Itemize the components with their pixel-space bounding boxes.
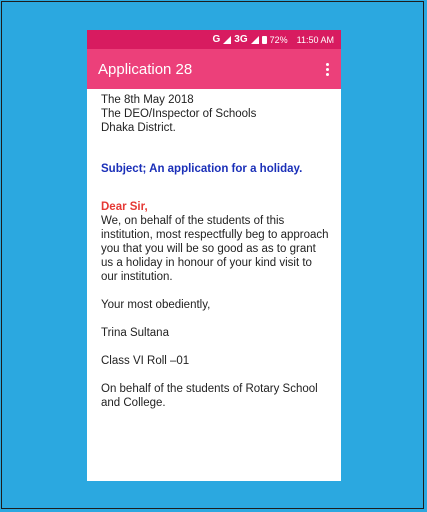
app-title: Application 28: [98, 60, 193, 78]
letter-salutation: Dear Sir,: [101, 201, 148, 213]
overflow-menu-icon[interactable]: [324, 59, 331, 80]
letter-class-roll: Class VI Roll –01: [101, 355, 190, 367]
letter-date: The 8th May 2018: [101, 94, 194, 106]
phone-screen: [87, 30, 341, 481]
letter-signatory: Trina Sultana: [101, 327, 169, 339]
app-bar: [87, 49, 341, 89]
battery-icon: [262, 36, 267, 44]
battery-percent: 72%: [269, 34, 288, 45]
letter-subject: Subject; An application for a holiday.: [101, 163, 303, 175]
signal-icon: [223, 36, 231, 44]
letter-closing: Your most obediently,: [101, 299, 211, 311]
address-block: [101, 93, 331, 135]
letter-recipient: The DEO/Inspector of Schools: [101, 108, 257, 120]
network-indicator: G: [212, 34, 221, 45]
letter-content: [87, 89, 341, 410]
letter-district: Dhaka District.: [101, 122, 176, 134]
clock: 11:50 AM: [296, 34, 334, 45]
letter-behalf: On behalf of the students of Rotary School and College.: [101, 383, 318, 409]
signal-strength-icon: [251, 36, 259, 44]
network-type: 3G: [234, 34, 248, 45]
status-bar: [87, 30, 341, 49]
letter-body: We, on behalf of the students of this institution, most respectfully beg to approach you that you will be so good as as to grant us a holiday in honour of your kind visit to our institution.: [101, 215, 329, 283]
